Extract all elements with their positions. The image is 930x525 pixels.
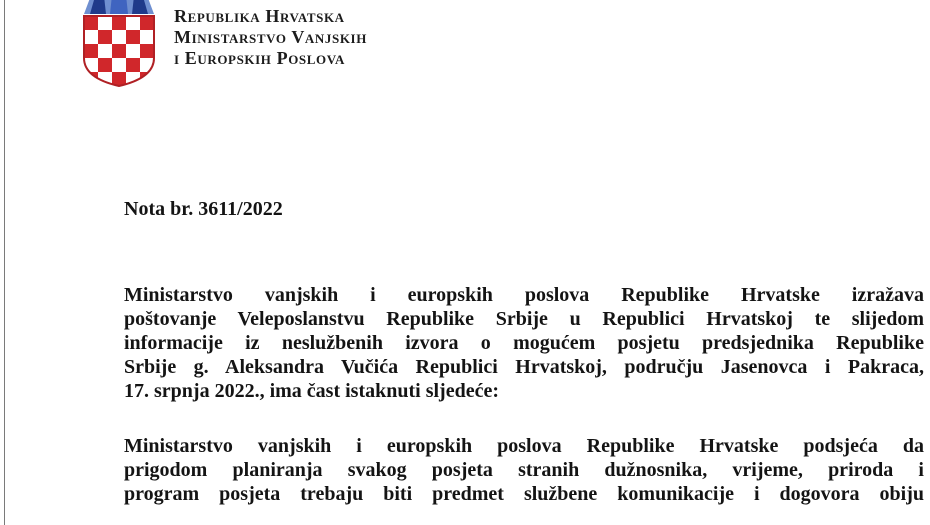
shield-square [140, 30, 154, 44]
paragraph-line: program posjeta trebaju biti predmet službene komunikacije i dogovora obiju [124, 483, 924, 505]
paragraph-2 [124, 434, 924, 506]
paragraph-line: Ministarstvo vanjskih i europskih poslova Republike Hrvatske izražava [124, 284, 924, 306]
shield-square [140, 44, 154, 58]
shield-square [126, 44, 140, 58]
shield-square [112, 16, 126, 30]
shield-square [112, 30, 126, 44]
paragraph-line: informacije iz neslužbenih izvora o mogućem posjetu predsjednika Republike [124, 332, 924, 354]
shield-square [126, 30, 140, 44]
paragraph-1 [124, 283, 924, 403]
paragraph-line: Ministarstvo vanjskih i europskih poslova Republike Hrvatske podsjeća da [124, 435, 924, 457]
page-border [4, 0, 5, 525]
shield-square [126, 16, 140, 30]
shield-square [84, 44, 98, 58]
shield-square [84, 30, 98, 44]
letterhead-line-3: i Europskih Poslova [174, 48, 346, 68]
shield-square [112, 58, 126, 72]
shield-square [98, 30, 112, 44]
shield-square [140, 16, 154, 30]
shield-square [112, 44, 126, 58]
paragraph-line: 17. srpnja 2022., ima čast istaknuti sljedeće: [124, 380, 499, 402]
shield-square [98, 58, 112, 72]
shield-square [84, 16, 98, 30]
letterhead-line-2: Ministarstvo Vanjskih [174, 27, 367, 47]
croatian-coat-of-arms [80, 0, 158, 88]
note-number: Nota br. 3611/2022 [124, 198, 283, 220]
paragraph-line: poštovanje Veleposlanstvu Republike Srbije u Republici Hrvatskoj te slijedom [124, 308, 924, 330]
letterhead-line-1: Republika Hrvatska [174, 6, 345, 26]
shield-square [98, 44, 112, 58]
paragraph-line: Srbije g. Aleksandra Vučića Republici Hrvatskoj, području Jasenovca i Pakraca, [124, 356, 924, 378]
shield-square [98, 16, 112, 30]
paragraph-line: prigodom planiranja svakog posjeta stranih dužnosnika, vrijeme, priroda i [124, 459, 924, 481]
crown [84, 0, 154, 14]
shield-square [126, 58, 140, 72]
letterhead [174, 6, 367, 69]
